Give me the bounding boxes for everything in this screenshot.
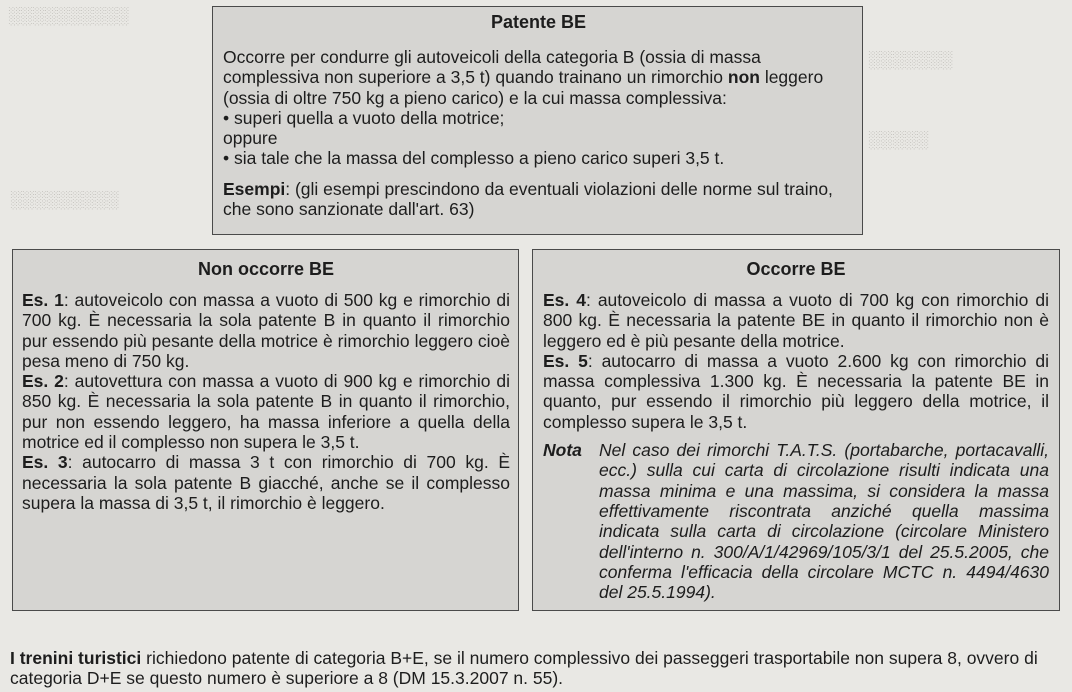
example-label: Es. 5 — [543, 350, 588, 371]
patente-be-intro — [223, 47, 854, 108]
occorre-be-title: Occorre BE — [746, 259, 846, 279]
occorre-be-box — [532, 249, 1060, 611]
example-3 — [22, 452, 510, 513]
example-label: Es. 3 — [22, 452, 68, 473]
esempi-paragraph — [223, 179, 854, 220]
nota-text: Nel caso dei rimorchi T.A.T.S. (portabarche, portacavalli, ecc.) sulla cui carta di circolazione risulti indicata una massa minima e una massima, si considera la massa effettivamente riscontrata anziché quella massima indicata sulla carta di circolazione (circolare Ministero dell'interno n. 300/A/1/42969/105/3/1 del 25.5.2005, che conferma l'efficacia della circolare MCTC n. 4494/4630 del 25.5.1994). — [599, 440, 1049, 603]
example-text: : autoveicolo di massa a vuoto di 700 kg con rimorchio di 800 kg. È necessaria la patente BE in quanto il rimorchio non è leggero ed è più pesante della motrice. — [543, 290, 1049, 351]
footer-paragraph — [10, 648, 1065, 689]
example-label: Es. 2 — [22, 371, 64, 392]
bullet-1: • superi quella a vuoto della motrice; — [223, 107, 505, 128]
nota-label: Nota — [543, 440, 582, 461]
example-4 — [543, 290, 1049, 351]
example-text: : autoveicolo con massa a vuoto di 500 kg e rimorchio di 700 kg. È necessaria la sola patente B in quanto il rimorchio pur essendo più pesante della motrice è rimorchio leggero cioè pesa meno di 750 kg. — [22, 290, 510, 371]
example-text: : autovettura con massa a vuoto di 900 kg e rimorchio di 850 kg. È necessaria la sola patente B in quanto il rimorchio, pur non essendo leggero, ha massa inferiore a quella della motrice ed il complesso non supera le 3,5 t. — [22, 371, 510, 453]
patente-be-title: Patente BE — [490, 12, 587, 32]
non-occorre-be-box — [12, 249, 519, 611]
nota-block — [543, 440, 1049, 602]
esempi-label: Esempi — [223, 178, 286, 199]
example-2 — [22, 371, 510, 452]
non-occorre-be-title: Non occorre BE — [197, 259, 335, 279]
intro-bold-non: non — [727, 67, 760, 88]
patente-be-box — [212, 6, 863, 235]
example-1 — [22, 290, 510, 371]
oppure-text: oppure — [223, 128, 278, 149]
example-label: Es. 1 — [22, 290, 64, 310]
intro-text-b: leggero (ossia di oltre 750 kg a pieno carico) e la cui massa complessiva: — [223, 67, 824, 108]
esempi-text: : (gli esempi prescindono da eventuali violazioni delle norme sul traino, che sono sanzionate dall'art. 63) — [223, 178, 833, 220]
footer-text: richiedono patente di categoria B+E, se il numero complessivo dei passeggeri trasportabile non supera 8, ovvero di categoria D+E se questo numero è superiore a 8 (DM 15.3.2007 n. 55). — [10, 647, 1038, 688]
footer-bold: I trenini turistici — [10, 647, 142, 668]
example-5 — [543, 351, 1049, 432]
example-text: : autocarro di massa 3 t con rimorchio di 700 kg. È necessaria la sola patente B giacché, anche se il complesso supera la massa di 3,5 t, il rimorchio è leggero. — [22, 452, 510, 513]
example-text: : autocarro di massa a vuoto 2.600 kg con rimorchio di massa complessiva 1.300 kg. È necessaria la patente BE in quanto, pur essendo il rimorchio più leggero della motrice, il complesso supera le 3,5 t. — [543, 350, 1049, 432]
example-label: Es. 4 — [543, 290, 586, 310]
bullet-2: • sia tale che la massa del complesso a pieno carico superi 3,5 t. — [223, 148, 725, 169]
intro-text-a: Occorre per condurre gli autoveicoli della categoria B (ossia di massa complessiva non superiore a 3,5 t) quando trainano un rimorchio — [223, 47, 761, 88]
